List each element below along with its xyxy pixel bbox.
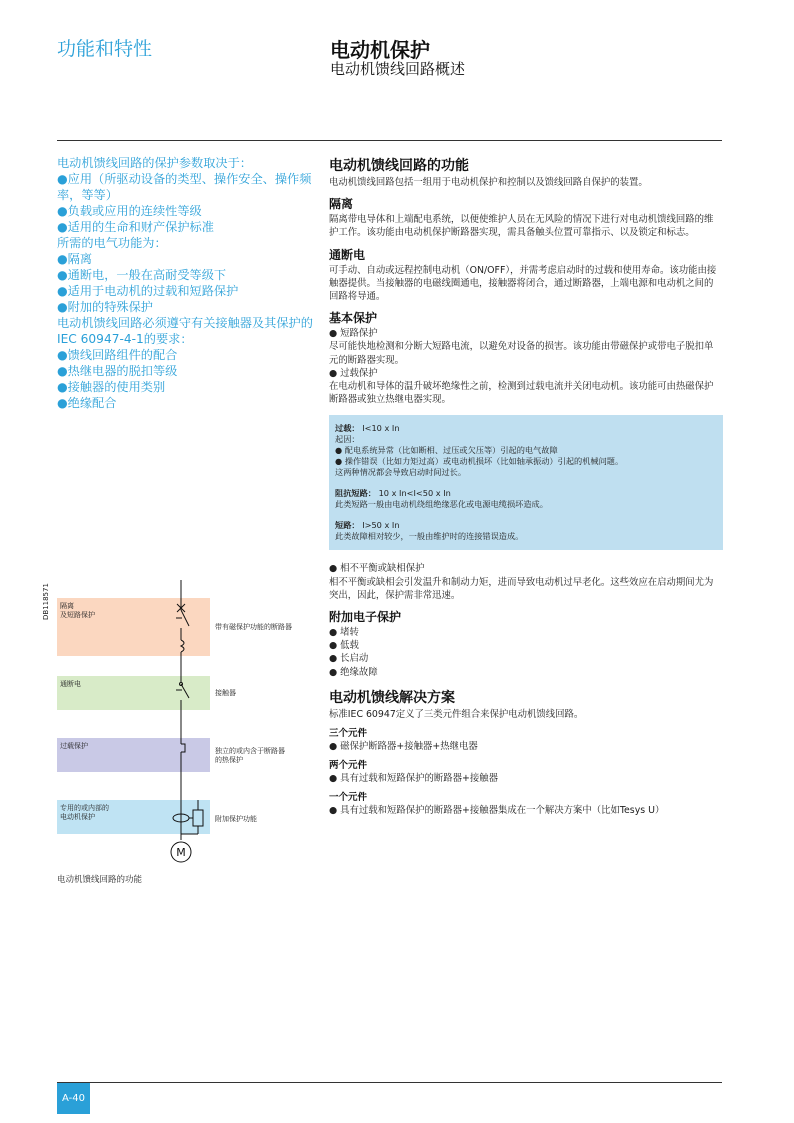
side-label: 接触器 (215, 689, 236, 697)
summary-bullet: ●负载或应用的连续性等级 (57, 204, 202, 218)
extra-protection-heading: 附加电子保护 (329, 610, 402, 625)
basic-protection-heading: 基本保护 (329, 311, 378, 326)
summary-bullet: ●适用于电动机的过载和短路保护 (57, 284, 239, 298)
summary-line: 所需的电气功能为： (57, 236, 167, 250)
motor-feeder-diagram (42, 578, 315, 868)
zone-label: 专用的或内部的 (60, 804, 109, 812)
fault-info-box (329, 415, 723, 550)
one-element-heading: 一个元件 (329, 792, 368, 804)
summary-bullet: ●隔离 (57, 252, 93, 266)
box-cause-1: ● 配电系统异常（比如断相、过压或欠压等）引起的电气故障 (335, 445, 717, 456)
diagram-caption: 电动机馈线回路的功能 (57, 875, 143, 885)
box-impedance-body: 此类短路一般由电动机绕组绝缘恶化或电源电缆损坏造成。 (335, 499, 548, 510)
overload-label: ● 过载保护 (329, 367, 721, 380)
summary-bullet: ●应用（所驱动设备的类型、操作安全、操作频率，等等） (57, 172, 312, 202)
page-title: 电动机保护 (330, 38, 430, 62)
zone-isolation (57, 598, 210, 656)
summary-bullet: ●馈线回路组件的配合 (57, 348, 178, 362)
short-circuit-body: 尽可能快地检测和分断大短路电流，以避免对设备的损害。该功能由带磁保护或带电子脱扣单元的断路器实现。 (329, 341, 714, 366)
side-label: 带有磁保护功能的断路器 (215, 623, 292, 631)
two-element-item: ● 具有过载和短路保护的断路器+接触器 (329, 772, 721, 785)
summary-line: 电动机馈线回路的保护参数取决于： (57, 156, 252, 170)
extra-item: ● 堵转 (329, 626, 721, 639)
solutions-heading: 电动机馈线解决方案 (329, 689, 455, 706)
summary-bullet: ●绝缘配合 (57, 396, 117, 410)
side-label: 独立的或内含于断路器 (215, 747, 285, 755)
switching-body: 可手动、自动或远程控制电动机（ON/OFF），并需考虑启动时的过载和使用寿命。该功能由接触器提供。当接触器的电磁线圈通电，接触器将闭合，通过断路器，上端电源和电动机之间的回路将导通。 (329, 264, 717, 303)
right-content (329, 155, 721, 818)
diagram-ref-code: DB118571 (42, 583, 50, 620)
section-title: 功能和特性 (57, 38, 153, 60)
switching-heading: 通断电 (329, 247, 366, 262)
summary-bullet: ●适用的生命和财产保护标准 (57, 220, 214, 234)
isolation-body: 隔离带电导体和上端配电系统，以便使维护人员在无风险的情况下进行对电动机馈线回路的维护工作。该功能由电动机保护断路器实现，需具备触头位置可靠指示、以及锁定和标志。 (329, 214, 714, 239)
short-circuit-label: ● 短路保护 (329, 327, 721, 340)
extra-item: ● 绝缘故障 (329, 666, 721, 679)
page-number-badge: A-40 (57, 1083, 90, 1114)
unbalance-label: ● 相不平衡或缺相保护 (329, 562, 721, 575)
three-element-item: ● 磁保护断路器+接触器+热继电器 (329, 740, 721, 753)
isolation-heading: 隔离 (329, 197, 354, 212)
box-cause-2: ● 操作错误（比如力矩过高）或电动机损坏（比如轴承振动）引起的机械问题。 (335, 456, 717, 467)
zone-label: 过载保护 (60, 742, 88, 750)
box-cause-label: 起因： (335, 434, 360, 445)
zone-label: 及短路保护 (60, 611, 95, 619)
one-element-item: ● 具有过载和短路保护的断路器+接触器集成在一个解决方案中（比如Tesys U） (329, 804, 721, 817)
summary-line: 电动机馈线回路必须遵守有关接触器及其保护的IEC 60947-4-1的要求： (57, 316, 313, 346)
three-element-heading: 三个元件 (329, 728, 368, 740)
summary-bullet: ●接触器的使用类别 (57, 380, 166, 394)
zone-label: 通断电 (60, 680, 81, 688)
box-cause-note: 这两种情况都会导致启动时间过长。 (335, 467, 467, 478)
functions-body: 电动机馈线回路包括一组用于电动机保护和控制以及馈线回路自保护的装置。 (329, 177, 648, 188)
functions-heading: 电动机馈线回路的功能 (329, 158, 469, 174)
solutions-body: 标准IEC 60947定义了三类元件组合来保护电动机馈线回路。 (329, 708, 584, 720)
top-divider (57, 140, 722, 141)
bottom-divider (57, 1082, 722, 1083)
summary-bullet: ●通断电，一般在高耐受等级下 (57, 268, 227, 282)
left-summary (57, 155, 313, 411)
zone-label: 隔离 (60, 602, 74, 610)
motor-symbol: M (176, 846, 186, 859)
zone-label: 电动机保护 (60, 813, 95, 821)
box-overload-line: 过载： I<10 x In (335, 423, 400, 434)
unbalance-body: 相不平衡或缺相会引发温升和制动力矩，进而导致电动机过早老化。这些效应在启动期间尤为突出，因此，保护需非常迅速。 (329, 576, 714, 601)
page-subtitle: 电动机馈线回路概述 (330, 60, 466, 78)
overload-body: 在电动机和导体的温升破坏绝缘性之前，检测到过载电流并关闭电动机。该功能可由热磁保护断路器或独立热继电器实现。 (329, 381, 714, 406)
side-label: 附加保护功能 (215, 815, 257, 823)
box-impedance-line: 阻抗短路： 10 x In<I<50 x In (335, 488, 451, 499)
side-label: 的热保护 (215, 756, 243, 764)
box-short-body: 此类故障相对较少，一般由维护时的连接错误造成。 (335, 531, 524, 542)
summary-bullet: ●热继电器的脱扣等级 (57, 364, 178, 378)
summary-bullet: ●附加的特殊保护 (57, 300, 153, 314)
box-short-line: 短路： I>50 x In (335, 520, 400, 531)
extra-item: ● 长启动 (329, 652, 721, 665)
two-element-heading: 两个元件 (329, 760, 368, 772)
extra-item: ● 低载 (329, 639, 721, 652)
